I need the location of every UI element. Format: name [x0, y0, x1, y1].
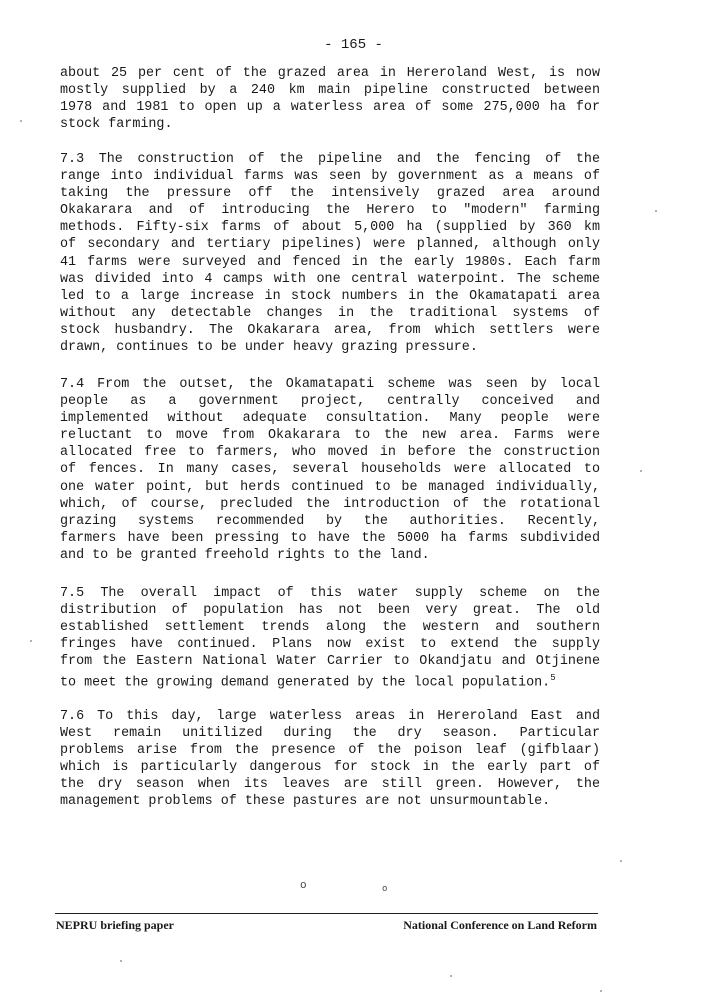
text-line: 7.4 From the outset, the Okamatapati scheme was seen by local [60, 377, 600, 392]
text-line: 41 farms were surveyed and fenced in the early 1980s. Each farm [60, 254, 600, 270]
footer-right-text: National Conference on Land Reform [403, 918, 597, 932]
text-line: without any detectable changes in the traditional systems of [60, 305, 600, 321]
scan-speck [120, 960, 122, 962]
scan-speck [655, 210, 657, 212]
page-number: - 165 - [324, 37, 383, 53]
text-line: established settlement trends along the western and southern [60, 620, 600, 636]
text-line: distribution of population has not been very great. The old [60, 603, 600, 619]
footer-left-text: NEPRU briefing paper [56, 918, 174, 932]
text-line: of fences. In many cases, several households were allocated to [60, 462, 600, 478]
scan-speck [620, 860, 622, 862]
paragraph-7-4 [60, 376, 600, 564]
text-line: 7.5 The overall impact of this water supply scheme on the [60, 586, 600, 601]
text-line-content: to meet the growing demand generated by the local population. [60, 675, 551, 691]
text-line: reluctant to move from Okakarara to the new area. Farms were [60, 428, 600, 444]
text-line: was divided into 4 camps with one central waterpoint. The scheme [60, 271, 600, 287]
text-line: stock husbandry. The Okakarara area, from which settlers were [60, 322, 600, 338]
text-line: the dry season when its leaves are still green. However, the [60, 777, 600, 793]
scan-speck [450, 975, 452, 977]
text-line: taking the pressure off the intensively grazed area around [60, 186, 600, 202]
scan-speck [30, 640, 32, 642]
text-line: Okakarara and of introducing the Herero to "modern" farming [60, 203, 600, 219]
scan-mark: o [300, 880, 307, 892]
text-line: management problems of these pastures are not unsurmountable. [60, 794, 551, 810]
scan-speck [640, 470, 642, 472]
text-line: farmers have been pressing to have the 5000 ha farms subdivided [60, 530, 600, 546]
text-line: implemented without adequate consultation. Many people were [60, 411, 600, 427]
text-line: fringes have continued. Plans now exist to extend the supply [60, 637, 600, 653]
paragraph-7-3 [60, 151, 600, 356]
text-line: people as a government project, centrally conceived and [60, 394, 600, 410]
footer-rule [55, 913, 598, 914]
text-line: one water point, but herds continued to be managed individually, [60, 479, 600, 495]
footnote-ref: 5 [550, 673, 556, 684]
text-line [60, 670, 600, 692]
text-line: which is particularly dangerous for stock in the early part of [60, 760, 600, 776]
paragraph-7-5 [60, 585, 600, 692]
text-line: problems arise from the presence of the poison leaf (gifblaar) [60, 743, 600, 759]
text-line: West remain unitilized during the dry season. Particular [60, 726, 600, 742]
text-line: 7.3 The construction of the pipeline and the fencing of the [60, 152, 600, 167]
text-line: led to a large increase in stock numbers in the Okamatapati area [60, 288, 600, 304]
scan-speck [600, 990, 602, 992]
text-line: and to be granted freehold rights to the land. [60, 547, 430, 563]
text-line: which, of course, precluded the introduction of the rotational [60, 496, 600, 512]
text-line: methods. Fifty-six farms of about 5,000 ha (supplied by 360 km [60, 220, 600, 236]
paragraph-intro [60, 65, 600, 133]
text-line: from the Eastern National Water Carrier to Okandjatu and Otjinene [60, 654, 600, 670]
text-line: about 25 per cent of the grazed area in Hereroland West, is now [60, 66, 600, 81]
text-line: range into individual farms was seen by government as a means of [60, 169, 600, 185]
paragraph-7-6 [60, 708, 600, 811]
text-line: mostly supplied by a 240 km main pipeline constructed between [60, 83, 600, 99]
text-line: grazing systems recommended by the authorities. Recently, [60, 513, 600, 529]
text-line: allocated free to farmers, who moved in before the construction [60, 445, 600, 461]
scan-mark: o [382, 884, 388, 894]
text-line: of secondary and tertiary pipelines) were planned, although only [60, 237, 600, 253]
text-line: 1978 and 1981 to open up a waterless area of some 275,000 ha for [60, 100, 600, 116]
scan-speck [20, 120, 22, 122]
text-line: stock farming. [60, 117, 173, 133]
text-line: drawn, continues to be under heavy grazing pressure. [60, 340, 478, 356]
text-line: 7.6 To this day, large waterless areas in Hereroland East and [60, 709, 600, 724]
